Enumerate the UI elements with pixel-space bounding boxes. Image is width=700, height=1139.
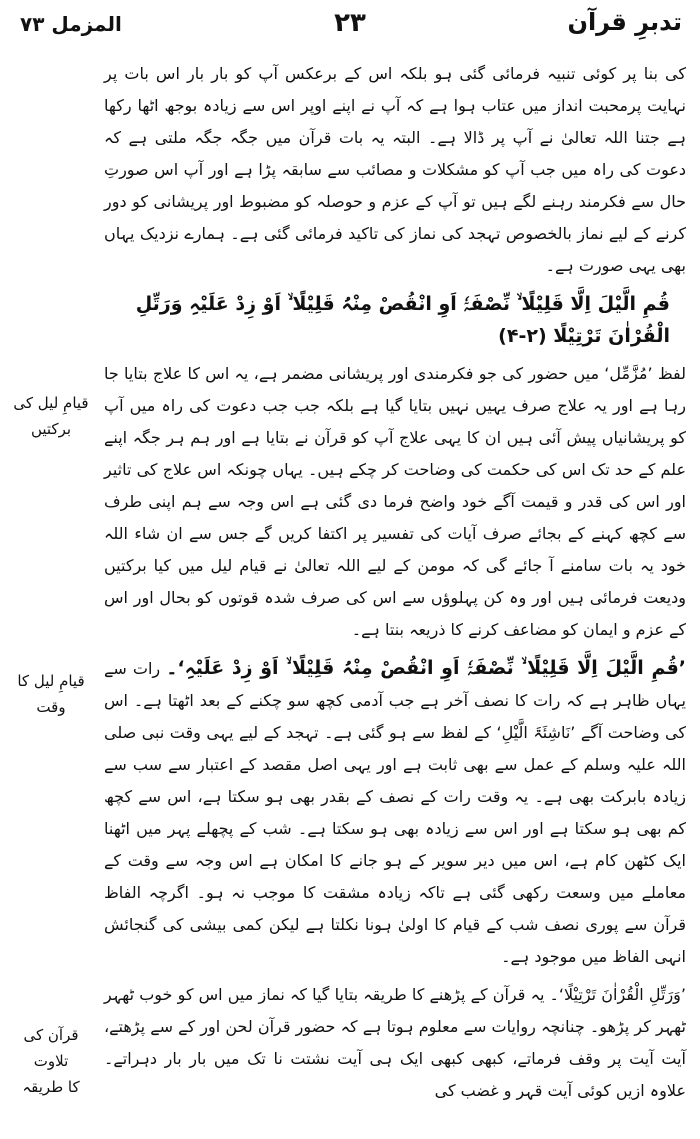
paragraph-1: کی بنا پر کوئی تنبیہ فرمائی گئی ہو بلکہ اس کے برعکس آپ کو بار بار اس بات پر نہایت پرمحبت انداز میں عتاب ہوا ہے کہ آپ نے اپنے اوپر اس سے زیادہ بوجھ اٹھا رکھا ہے جتنا اللہ تعالیٰ نے آپ پر ڈالا ہے۔ البتہ یہ بات قرآن میں جگہ جگہ ملتی ہے کہ دعوت کی راہ میں جب آپ کو مشکلات و مصائب سے سابقہ پڑا ہے اور آپ اس صورتِ حال سے فکرمند رہنے لگے ہیں تو آپ کے عزم و حوصلہ کو مضبوط اور پریشانی کو دور کرنے کے لیے نماز بالخصوص تہجد کی نماز کی تاکید فرمائی گئی ہے۔ ہمارے نزدیک یہاں بھی یہی صورت ہے۔ xyxy=(104,64,686,275)
verse-block-1 xyxy=(104,288,686,352)
margin-note-2 xyxy=(8,668,94,720)
running-header xyxy=(14,6,686,46)
paragraph-2: لفظ ’مُزَّمِّل‘ میں حضور کی جو فکرمندی اور پریشانی مضمر ہے، یہ اس کا علاج بتایا جا رہا ہے اور یہ علاج صرف یہیں نہیں بتایا گیا ہے بلکہ جب جب دعوت کی راہ میں آپ کو پریشانیاں پیش آئی ہیں ان کا یہی علاج آپ کو قرآن نے بتایا ہے اور ہم ہر جگہ اپنے علم کے حد تک اس کی حکمت کی وضاحت کر چکے ہیں۔ یہاں چونکہ اس علاج کی تاثیر اور اس کی قدر و قیمت آگے خود واضح فرما دی گئی ہے اس وجہ سے ہم اپنی طرف سے کچھ کہنے کے بجائے صرف آیات کی تفسیر پر اکتفا کریں گے جس سے ان شاء اللہ خود یہ بات سامنے آ جائے گی کہ مومن کے لیے اللہ تعالیٰ نے قیام لیل میں کیا برکتیں ودیعت فرمائی ہیں اور وہ کن پہلوؤں سے اس کی صرف شدہ قوتوں کو بحال اور اس کے عزم و ایمان کو مضاعف کرنے کا ذریعہ بنتا ہے۔ xyxy=(104,364,686,639)
margin-note-2-line-2: وقت xyxy=(36,698,66,716)
verse-1-line-1: قُمِ الَّیْلَ اِلَّا قَلِیْلًا ۙ نِّصْفَہٗۤ اَوِ انْقُصْ مِنْہُ قَلِیْلًا ۙ اَوْ زِدْ عَلَیْہِ وَرَتِّلِ xyxy=(135,293,670,315)
margin-note-3 xyxy=(8,1022,94,1100)
verse-1-line-2: الْقُرْاٰنَ تَرْتِیْلًا (۲-۴) xyxy=(498,325,670,347)
paragraph-3 xyxy=(104,652,686,973)
margin-note-1-line-1: قیامِ لیل کی xyxy=(13,394,89,412)
margin-note-3-line-2: کا طریقہ xyxy=(22,1078,80,1096)
margin-note-2-line-1: قیامِ لیل کا xyxy=(17,672,85,690)
margin-note-1-line-2: برکتیں xyxy=(30,420,72,438)
margin-note-3-line-1: قرآن کی تلاوت xyxy=(23,1026,79,1070)
book-title: تدبرِ قرآن xyxy=(567,8,682,36)
page-number: ۲۳ xyxy=(334,8,366,38)
surah-label: المزمل ۷۳ xyxy=(20,12,122,36)
paragraph-4: ’وَرَتِّلِ الْقُرْاٰنَ تَرْتِیْلًا‘۔ یہ قرآن کے پڑھنے کا طریقہ بتایا گیا کہ نماز میں اس کو خوب ٹھہر ٹھہر کر پڑھو۔ چنانچہ روایات سے معلوم ہوتا ہے کہ حضور قرآن لحن اور کے سے پڑھتے، آیت آیت پر وقف فرماتے، کبھی کبھی ایک ہی آیت نشتت نا تک میں بار بار دہراتے۔ علاوہ ازیں کوئی آیت قہر و غضب کی xyxy=(104,985,686,1100)
main-text xyxy=(104,58,686,1113)
verse-2: ’قُمِ الَّیْلَ اِلَّا قَلِیْلًا ۙ نِّصْفَہٗۤ اَوِ انْقُصْ مِنْہُ قَلِیْلًا ۙ اَوْ زِدْ عَلَیْہِ‘۔ xyxy=(166,657,687,679)
margin-note-1 xyxy=(8,390,94,442)
paragraph-3-text: رات سے یہاں ظاہر ہے کہ رات کا نصف آخر ہے جب آدمی کچھ سو چکنے کے بعد اٹھتا ہے۔ اس کی وضاحت آگے ’نَاشِئَۃَ الَّیْلِ‘ کے لفظ سے ہو گئی ہے۔ تہجد کے لیے یہی وقت نبی صلی اللہ علیہ وسلم کے عمل سے بھی ثابت ہے اور یہی اصل مقصد کے اعتبار سے سب سے زیادہ بابرکت بھی ہے۔ یہ وقت رات کے نصف کے بقدر بھی ہو سکتا ہے، اس سے کچھ کم بھی ہو سکتا ہے اور اس سے زیادہ بھی ہو سکتا ہے۔ شب کے پچھلے پہر میں اٹھنا ایک کٹھن کام ہے، اس میں دیر سویر کے ہو جانے کا امکان ہے اس وجہ سے وقت کے معاملے میں وسعت رکھی گئی ہے تاکہ زیادہ مشقت کا موجب نہ ہو۔ اگرچہ الفاظ قرآن سے پوری نصف شب کے قیام کا اولیٰ ہونا نکلتا ہے لیکن کمی بیشی کی گنجائش انہی الفاظ میں موجود ہے۔ xyxy=(104,659,687,966)
